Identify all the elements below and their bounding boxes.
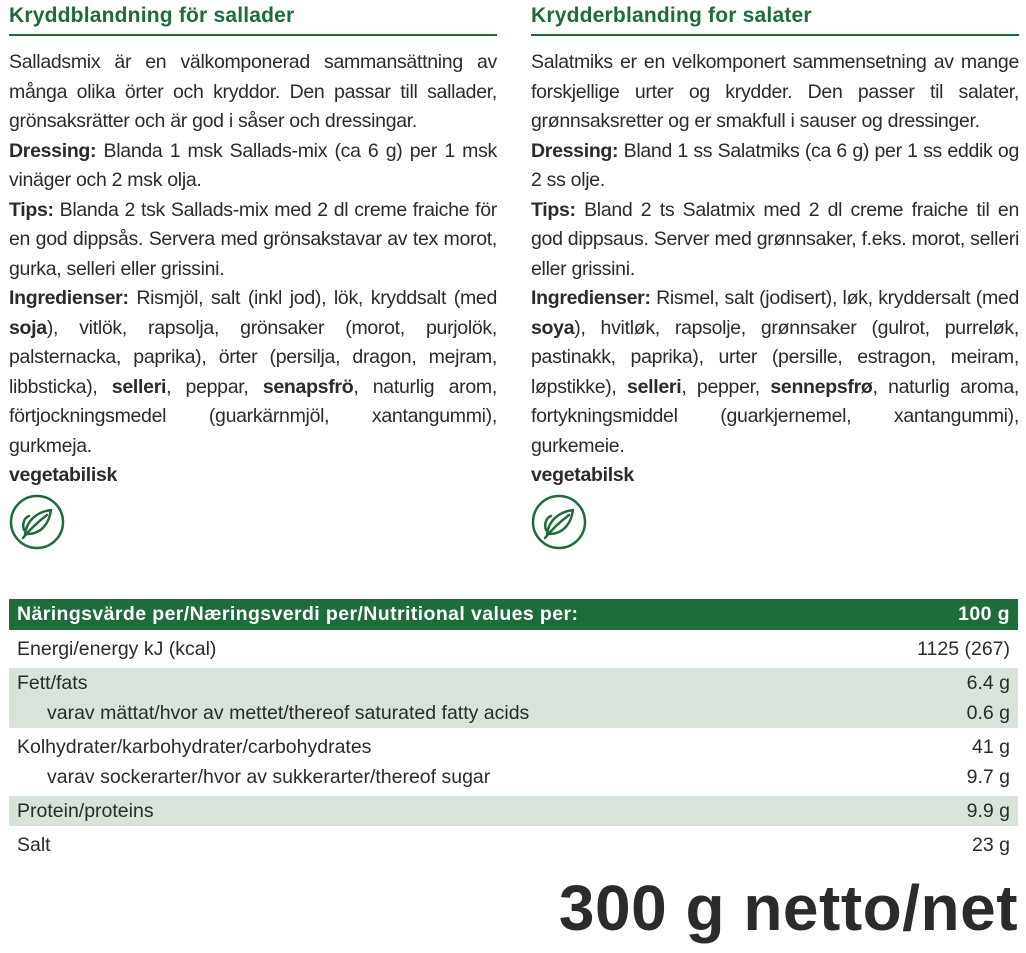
norwegian-title: Krydderblanding for salater <box>531 4 1019 36</box>
swedish-intro: Salladsmix är en välkomponerad sammansättning av många olika örter och kryddor. Den passar till sallader, grönsaksrätter och är god i såser och dressingar. <box>9 51 497 132</box>
nutrition-group-fat <box>9 668 1018 728</box>
norwegian-dressing: Dressing: Bland 1 ss Salatmiks (ca 6 g) per 1 ss eddik og 2 ss olje. <box>531 139 1019 191</box>
swedish-dressing: Dressing: Blanda 1 msk Sallads-mix (ca 6 g) per 1 msk vinäger och 2 msk olja. <box>9 139 497 191</box>
swedish-body <box>9 48 497 560</box>
norwegian-intro: Salatmiks er en velkomponert sammensetning av mange forskjellige urter og krydder. Den passer til salater, grønnsaksretter og er smakfull i sauser og dressinger. <box>531 51 1019 132</box>
nutrition-row-salt: Salt 23 g <box>17 833 1010 856</box>
norwegian-body <box>531 48 1019 560</box>
nutrition-row-energy: Energi/energy kJ (kcal) 1125 (267) <box>17 637 1010 660</box>
norwegian-column <box>531 4 1019 560</box>
nutrition-row-sugar: varav sockerarter/hvor av sukkerarter/thereof sugar 9.7 g <box>47 765 1010 788</box>
nutrition-row-carbohydrates: Kolhydrater/karbohydrater/carbohydrates 41 g <box>17 735 1010 758</box>
nutrition-group-carbs <box>9 732 1018 792</box>
norwegian-tips: Tips: Bland 2 ts Salatmix med 2 dl creme fraiche til en god dippsaus. Server med grønnsaker, f.eks. morot, selleri eller grissini. <box>531 198 1019 280</box>
norwegian-ingredients: Ingredienser: Rismel, salt (jodisert), løk, kryddersalt (med soya), hvitløk, rapsolje, grønnsaker (gulrot, purreløk, pastinakk, paprika), urter (persille, estragon, meiram, løpstikke), selleri, pepper, sennepsfrø, naturlig aroma, fortykningsmiddel (guarkjernemel, xantangummi), gurkemeie. <box>531 287 1019 457</box>
nutrition-table <box>9 599 1018 860</box>
swedish-ingredients: Ingredienser: Rismjöl, salt (inkl jod), lök, kryddsalt (med soja), vitlök, rapsolja, grönsaker (morot, purjolök, palsternacka, paprika), örter (persilja, dragon, mejram, libbsticka), selleri, peppar, senapsfrö, naturlig arom, förtjockningsmedel (guarkärnmjöl, xantangummi), gurkmeja. <box>9 287 497 457</box>
swedish-tips: Tips: Blanda 2 tsk Sallads-mix med 2 dl creme fraiche för en god dippsås. Servera med grönsakstavar av tex morot, gurka, selleri eller grissini. <box>9 198 497 280</box>
norwegian-veg-label: vegetabilsk <box>531 464 634 486</box>
nutrition-header-amount: 100 g <box>958 603 1010 625</box>
swedish-title: Kryddblandning för sallader <box>9 4 497 36</box>
leaf-circle-icon <box>9 494 65 550</box>
swedish-veg-label: vegetabilisk <box>9 464 118 486</box>
nutrition-row-saturated: varav mättat/hvor av mettet/thereof saturated fatty acids 0.6 g <box>47 701 1010 724</box>
nutrition-header-label: Näringsvärde per/Næringsverdi per/Nutritional values per: <box>17 603 579 625</box>
nutrition-row-fat: Fett/fats 6.4 g <box>17 671 1010 694</box>
leaf-circle-icon <box>531 494 587 550</box>
nutrition-header <box>9 599 1018 630</box>
swedish-column <box>9 4 497 560</box>
net-weight: 300 g netto/net <box>558 872 1018 944</box>
nutrition-row-protein: Protein/proteins 9.9 g <box>9 796 1018 826</box>
